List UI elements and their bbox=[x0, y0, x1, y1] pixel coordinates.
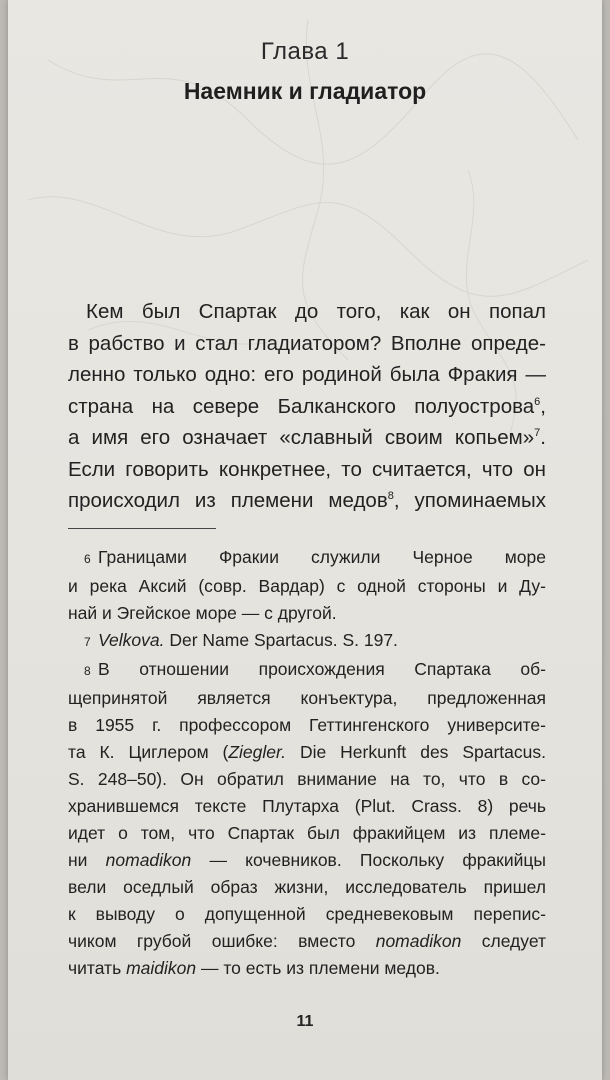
footnote-author: Velkova. bbox=[98, 630, 165, 650]
paragraph-line: ленно только одно: его родиной была Фракия — bbox=[68, 363, 546, 386]
footnote-6-line: най и Эгейское море — с другой. bbox=[68, 603, 337, 623]
footnote-8-line: к выводу о допущенной средневековым перепис- bbox=[68, 904, 546, 924]
footnote-6-line: 6 Границами Фракии служили Черное море bbox=[68, 544, 546, 573]
footnote-6-line: и река Аксий (совр. Вардар) с одной стороны и Ду- bbox=[68, 576, 546, 596]
footnote-8-line: вели оседлый образ жизни, исследователь пришел bbox=[68, 877, 546, 897]
chapter-number: Глава 1 bbox=[260, 38, 350, 65]
footnote-8-line: идет о том, что Спартак был фракийцем из племе- bbox=[68, 823, 546, 843]
paragraph-line: а имя его означает «славный своим копьем»$^7$. bbox=[68, 426, 546, 449]
paragraph-line: происходил из племени медов$^8$, упоминаемых bbox=[68, 489, 546, 512]
footnote-8-line: читать maidikon — то есть из племени медов. bbox=[68, 958, 440, 978]
footnote-number: 6 bbox=[84, 552, 91, 566]
footnote-8-line: чиком грубой ошибке: вместо nomadikon следует bbox=[68, 931, 546, 951]
footnote-8-line: 8 В отношении происхождения Спартака об- bbox=[68, 656, 546, 685]
paragraph-line: Если говорить конкретнее, то считается, что он bbox=[68, 457, 546, 481]
footnote-8-line: та К. Циглером (Ziegler. Die Herkunft des Spartacus. bbox=[68, 742, 546, 762]
footnotes-section bbox=[68, 544, 546, 982]
footnote-number: 7 bbox=[84, 635, 91, 649]
footnote-ref-6[interactable]: 6 bbox=[534, 395, 541, 408]
footnote-8-line: S. 248–50). Он обратил внимание на то, что в со- bbox=[68, 769, 546, 789]
footnote-number: 8 bbox=[84, 664, 91, 678]
paragraph-line: страна на севере Балканского полуострова$^6$, bbox=[68, 394, 546, 418]
footnote-8-line: ни nomadikon — кочевников. Поскольку фракийцы bbox=[68, 850, 546, 870]
footnote-7-line: 7 Velkova. Der Name Spartacus. S. 197. bbox=[68, 627, 546, 656]
chapter-title: Наемник и гладиатор bbox=[183, 78, 427, 104]
paragraph-line: в рабство и стал гладиатором? Вполне опреде- bbox=[68, 331, 546, 355]
book-page bbox=[8, 0, 602, 1080]
footnote-ref-7[interactable]: 7 bbox=[534, 427, 541, 440]
footnote-8-line: щепринятой является конъектура, предложенная bbox=[68, 688, 546, 708]
footnote-ref-8[interactable]: 8 bbox=[387, 490, 394, 503]
footnote-8-line: хранившемся тексте Плутарха (Plut. Crass. 8) речь bbox=[68, 796, 546, 816]
footnote-divider bbox=[68, 528, 216, 529]
footnote-8-line: в 1955 г. профессором Геттингенского университе- bbox=[68, 715, 546, 735]
paragraph-line: Кем был Спартак до того, как он попал bbox=[86, 300, 546, 323]
main-paragraph bbox=[68, 296, 546, 517]
page-number: 11 bbox=[296, 1013, 314, 1030]
